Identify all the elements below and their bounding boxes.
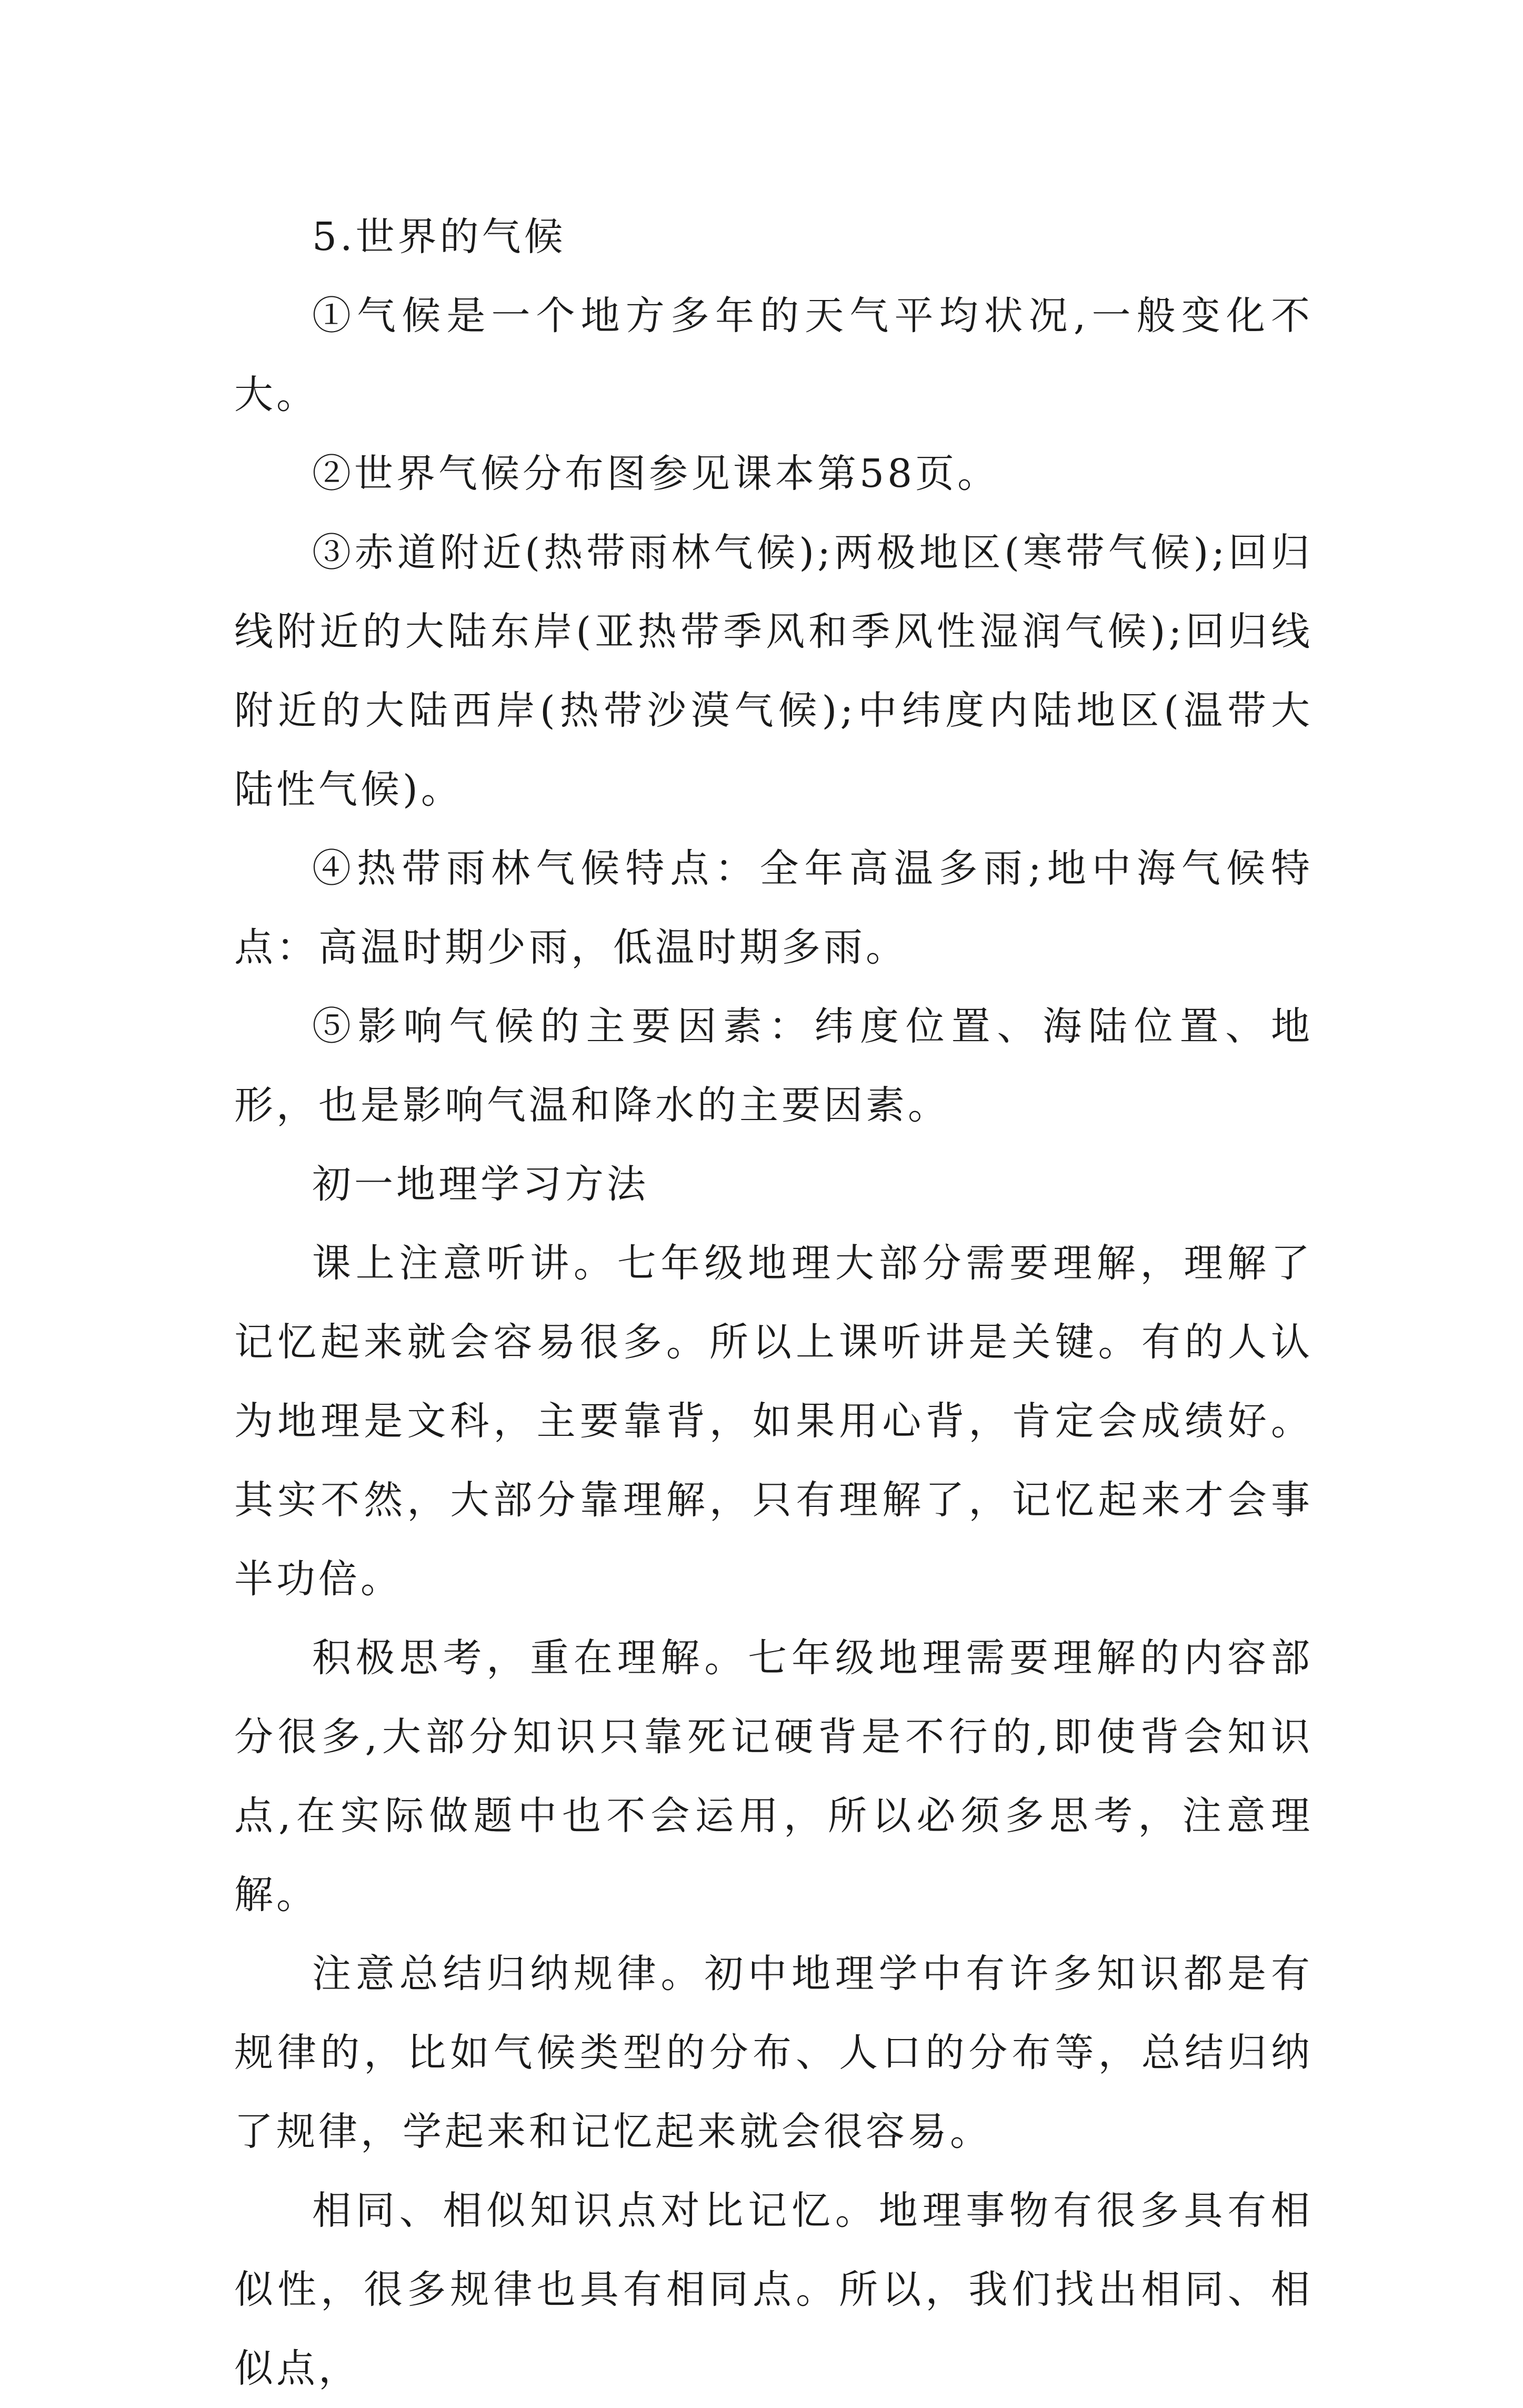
document-body [234, 197, 1313, 2408]
paragraph: 注意总结归纳规律。初中地理学中有许多知识都是有规律的，比如气候类型的分布、人口的分布等，总结归纳了规律，学起来和记忆起来就会很容易。 [234, 1951, 1313, 2154]
section-heading: 5.世界的气候 [312, 214, 566, 259]
paragraph: ⑤影响气候的主要因素：纬度位置、海陆位置、地形，也是影响气温和降水的主要因素。 [234, 1004, 1313, 1128]
paragraph: ③赤道附近(热带雨林气候);两极地区(寒带气候);回归线附近的大陆东岸(亚热带季风和季风性湿润气候);回归线附近的大陆西岸(热带沙漠气候);中纬度内陆地区(温带大陆性气候)。 [234, 530, 1313, 812]
paragraph: 积极思考，重在理解。七年级地理需要理解的内容部分很多,大部分知识只靠死记硬背是不行的,即使背会知识点,在实际做题中也不会运用，所以必须多思考，注意理解。 [234, 1635, 1313, 1917]
paragraph: ①气候是一个地方多年的天气平均状况,一般变化不大。 [234, 293, 1313, 417]
paragraph: 相同、相似知识点对比记忆。地理事物有很多具有相似性，很多规律也具有相同点。所以，我们找出相同、相似点， [234, 2188, 1313, 2391]
paragraph: ④热带雨林气候特点：全年高温多雨;地中海气候特点：高温时期少雨，低温时期多雨。 [234, 846, 1313, 970]
paragraph: ②世界气候分布图参见课本第58页。 [312, 451, 1000, 496]
paragraph: 课上注意听讲。七年级地理大部分需要理解，理解了记忆起来就会容易很多。所以上课听讲是关键。有的人认为地理是文科，主要靠背，如果用心背，肯定会成绩好。其实不然，大部分靠理解，只有理解了，记忆起来才会事半功倍。 [234, 1241, 1313, 1602]
section-heading: 初一地理学习方法 [312, 1162, 649, 1207]
